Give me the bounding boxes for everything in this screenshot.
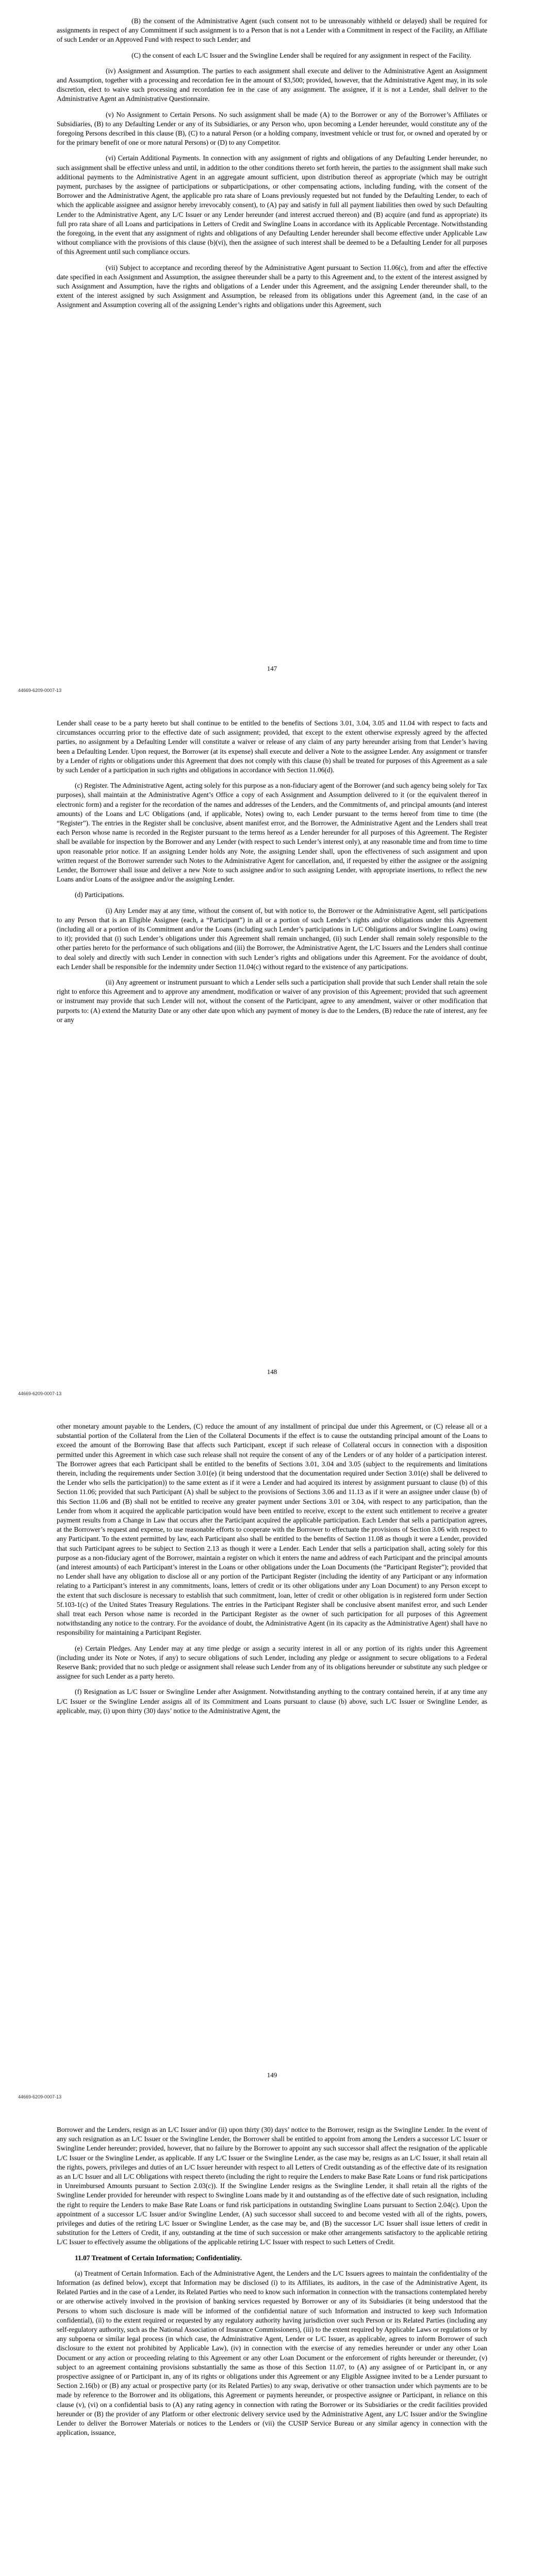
page-150 [0,2110,544,2576]
page-body [57,2125,487,2444]
page-body [57,1422,487,1722]
paragraph: (d) Participations. [75,891,124,899]
paragraph: (iv) Assignment and Assumption. The parties to each assignment shall execute and deliver to the Administrative Agent an Assignment and Assumption, together with a processing and recordation fee in the amount of $3,500; provided, however, that the Administrative Agent may, in its sole discretion, elect to waive such processing and recordation fee in the case of any assignment. The assignee, if it is not a Lender, shall deliver to the Administrative Agent an Administrative Questionnaire. [57,66,487,103]
paragraph: Lender shall cease to be a party hereto but shall continue to be entitled to the benefits of Sections 3.01, 3.04, 3.05 and 11.04 with respect to facts and circumstances occurring prior to the effective date of such assignment; provided, that except to the extent otherwise expressly agreed by the affected parties, no assignment by a Defaulting Lender will constitute a waiver or release of any claim of any party hereunder arising from that Lender’s having been a Defaulting Lender. Upon request, the Borrower (at its expense) shall execute and deliver a Note to the assignee Lender. Any assignment or transfer by a Lender of rights or obligations under this Agreement that does not comply with this clause (b) shall be treated for purposes of this Agreement as a sale by such Lender of a participation in such rights and obligations in accordance with Section 11.06(d). [57,719,487,774]
paragraph: (C) the consent of each L/C Issuer and the Swingline Lender shall be required for any assignment in respect of the Facility. [131,51,471,59]
page-147 [0,0,544,703]
document-id: 44669-6209-0007-13 [18,1391,62,1396]
page-number: 148 [267,1368,277,1376]
page-number: 149 [267,2071,277,2079]
paragraph: (B) the consent of the Administrative Agent (such consent not to be unreasonably withheld or delayed) shall be required for assignments in respect of any Commitment if such assignment is to a Person that is not a Lender with a Commitment in respect of the Facility, an Affiliate of such Lender or an Approved Fund with respect to such Lender; and [57,17,487,44]
paragraph: (f) Resignation as L/C Issuer or Swingline Lender after Assignment. Notwithstanding anything to the contrary contained herein, if at any time any L/C Issuer or the Swingline Lender assigns all of its Commitment and Loans pursuant to clause (b) above, such L/C Issuer or Swingline Lender, as applicable, may, (i) upon thirty (30) days’ notice to the Administrative Agent, the [57,1688,487,1715]
page-148 [0,703,544,1406]
paragraph: (ii) Any agreement or instrument pursuant to which a Lender sells such a participation shall provide that such Lender shall retain the sole right to enforce this Agreement and to approve any amendment, modification or waiver of any provision of this Agreement; provided that such agreement or instrument may provide that such Lender will not, without the consent of the Participant, agree to any amendment, waiver or other modification that purports to: (A) extend the Maturity Date or any other date upon which any payment of money is due to the Lenders, (B) reduce the rate of interest, any fee or any [57,978,487,1024]
paragraph: (a) Treatment of Certain Information. Each of the Administrative Agent, the Lenders and the L/C Issuers agrees to maintain the confidentiality of the Information (as defined below), except that Information may be disclosed (i) to its Affiliates, its auditors, in the case of the Administrative Agent, its Related Parties and in the case of a Lender, its Related Parties who need to know such information in connection with the transactions contemplated hereby or are otherwise actively involved in the provision of banking services requested by Borrower or any of its Subsidiaries (it being understood that the Persons to whom such disclosure is made will be informed of the confidential nature of such Information and instructed to keep such Information confidential), (ii) to the extent required or requested by any regulatory authority having jurisdiction over such Person or its Related Parties (including any self-regulatory authority, such as the National Association of Insurance Commissioners), (iii) to the extent required by Applicable Laws or regulations or by any subpoena or similar legal process (in which case, the Administrative Agent, Lender or L/C Issuer, as applicable, agrees to inform Borrower of such disclosure to the extent not prohibited by Applicable Law), (iv) in connection with the exercise of any remedies hereunder or under any other Loan Document or any action or proceeding relating to this Agreement or any other Loan Document or the enforcement of rights hereunder or thereunder, (v) subject to an agreement containing provisions substantially the same as those of this Section 11.07, to (A) any assignee of or Participant in, or any prospective assignee of or Participant in, any of its rights or obligations under this Agreement or any Eligible Assignee invited to be a Lender pursuant to Section 2.16(b) or (B) any actual or prospective party (or its Related Parties) to any swap, derivative or other transaction under which payments are to be made by reference to the Borrower and its obligations, this Agreement or payments hereunder, or prospective assignee or Participant, in reliance on this clause (v), (vi) on a confidential basis to (A) any rating agency in connection with rating the Borrower or its Subsidiaries or the credit facilities provided hereunder or (B) the provider of any Platform or other electronic delivery service used by the Administrative Agent, any L/C Issuer and/or the Swingline Lender to deliver the Borrower Materials or notices to the Lenders or (vii) the CUSIP Service Bureau or any similar agency in connection with the application, issuance, [57,2269,487,2437]
paragraph: (c) Register. The Administrative Agent, acting solely for this purpose as a non-fiduciary agent of the Borrower (and such agency being solely for Tax purposes), shall maintain at the Administrative Agent’s Office a copy of each Assignment and Assumption delivered to it (or the equivalent thereof in electronic form) and a register for the recordation of the names and addresses of the Lenders, and the Commitments of, and principal amounts (and interest amounts) of the Loans and L/C Obligations (and, if applicable, Notes) owing to, each Lender pursuant to the terms hereof from time to time (the “Register”). The entries in the Register shall be conclusive, absent manifest error, and the Borrower, the Administrative Agent and the Lenders shall treat each Person whose name is recorded in the Register pursuant to the terms hereof as a Lender hereunder for all purposes of this Agreement. The Register shall be available for inspection by the Borrower and any Lender (with respect to such Lender’s interest only), at any reasonable time and from time to time upon reasonable prior notice. If an assigning Lender holds any Note, the assigning Lender shall, upon the effectiveness of such assignment and upon written request of the Borrower surrender such Notes to the Administrative Agent for cancellation, and, if requested by either the assignee or the assigning Lender, the Borrower shall issue and deliver a new Note to such assignee and/or to such assigning Lender, with appropriate insertions, to reflect the new Loans and/or Loans of the assignee and/or the assigning Lender. [57,782,487,884]
paragraph: (vii) Subject to acceptance and recording thereof by the Administrative Agent pursuant to Section 11.06(c), from and after the effective date specified in each Assignment and Assumption, the assignee thereunder shall be a party to this Agreement and, to the extent of the interest assigned by such Assignment and Assumption, have the rights and obligations of a Lender under this Agreement, and the assigning Lender thereunder shall, to the extent of the interest assigned by such Assignment and Assumption, be released from its obligations under this Agreement (and, in the case of an Assignment and Assumption covering all of the assigning Lender’s rights and obligations under this Agreement, such [57,263,487,309]
paragraph: (i) Any Lender may at any time, without the consent of, but with notice to, the Borrower or the Administrative Agent, sell participations to any Person that is an Eligible Assignee (each, a “Participant”) in all or a portion of such Lender’s rights and/or obligations under this Agreement (including all or a portion of its Commitment and/or the Loans (including such Lender’s participations in L/C Obligations and/or Swingline Loans) owing to it); provided that (i) such Lender’s obligations under this Agreement shall remain unchanged, (ii) such Lender shall remain solely responsible to the other parties hereto for the performance of such obligations and (iii) the Borrower, the Administrative Agent, the L/C Issuers and the Lenders shall continue to deal solely and directly with such Lender in connection with such Lender’s rights and obligations under this Agreement. For the avoidance of doubt, each Lender shall be responsible for the indemnity under Section 11.04(c) without regard to the existence of any participations. [57,906,487,971]
paragraph: other monetary amount payable to the Lenders, (C) reduce the amount of any installment of principal due under this Agreement, or (C) release all or a substantial portion of the Collateral from the Lien of the Collateral Documents if the effect is to cause the outstanding principal amount of the Loans to exceed the amount of the Borrowing Base that affects such Participant, except if such release of Collateral occurs in connection with a disposition permitted under this Agreement in which case such release shall not require the consent of any of the Lenders or of any holder of a participation interest. The Borrower agrees that each Participant shall be entitled to the benefits of Sections 3.01, 3.04 and 3.05 (subject to the requirements and limitations therein, including the requirements under Section 3.01(e) (it being understood that the documentation required under Section 3.01(e) shall be delivered to the Lender who sells the participation)) to the same extent as if it were a Lender and had acquired its interest by assignment pursuant to clause (b) of this Section 11.06; provided that such Participant (A) shall be subject to the provisions of Sections 3.06 and 11.13 as if it were an assignee under clause (b) of this Section 11.06 and (B) shall not be entitled to receive any greater payment under Sections 3.01 or 3.04, with respect to any participation, than the Lender from whom it acquired the applicable participation would have been entitled to receive, except to the extent such entitlement to receive a greater payment results from a Change in Law that occurs after the Participant acquired the applicable participation. Each Lender that sells a participation agrees, at the Borrower’s request and expense, to use reasonable efforts to cooperate with the Borrower to effectuate the provisions of Section 3.06 with respect to any Participant. To the extent permitted by law, each Participant also shall be entitled to the benefits of Section 11.08 as though it were a Lender, provided that such Participant agrees to be subject to Section 2.13 as though it were a Lender. Each Lender that sells a participation shall, acting solely for this purpose as a non-fiduciary agent of the Borrower, maintain a register on which it enters the name and address of each Participant and the principal amounts (and interest amounts) of each Participant’s interest in the Loans or other obligations under the Loan Documents (the “Participant Register”); provided that no Lender shall have any obligation to disclose all or any portion of the Participant Register (including the identity of any Participant or any information relating to a Participant’s interest in any commitments, loans, letters of credit or its other obligations under any Loan Document) to any Person except to the extent that such disclosure is necessary to establish that such commitment, loan, letter of credit or other obligation is in registered form under Section 5f.103-1(c) of the United States Treasury Regulations. The entries in the Participant Register shall be conclusive absent manifest error, and such Lender shall treat each Person whose name is recorded in the Participant Register as the owner of such participation for all purposes of this Agreement notwithstanding any notice to the contrary. For the avoidance of doubt, the Administrative Agent (in its capacity as the Administrative Agent) shall have no responsibility for maintaining a Participant Register. [57,1422,487,1637]
paragraph: (v) No Assignment to Certain Persons. No such assignment shall be made (A) to the Borrower or any of the Borrower’s Affiliates or Subsidiaries, (B) to any Defaulting Lender or any of its Subsidiaries, or any Person who, upon becoming a Lender hereunder, would constitute any of the foregoing Persons described in this clause (B), (C) to a natural Person (or a holding company, investment vehicle or trust for, or owned and operated by or for the primary benefit of one or more natural Persons) or (D) to any Competitor. [57,110,487,147]
page-number: 147 [267,665,277,672]
page-149 [0,1406,544,2110]
document-id: 44669-6209-0007-13 [18,2094,62,2099]
page-body [57,16,487,316]
paragraph: (vi) Certain Additional Payments. In connection with any assignment of rights and obligations of any Defaulting Lender hereunder, no such assignment shall be effective unless and until, in addition to the other conditions thereto set forth herein, the parties to the assignment shall make such additional payments to the Administrative Agent in an aggregate amount sufficient, upon distribution thereof as appropriate (which may be outright payment, purchases by the assignee of participations or subparticipations, or other compensating actions, including funding, with the consent of the Borrower and the Administrative Agent, the applicable pro rata share of Loans previously requested but not funded by the Defaulting Lender, to each of which the applicable assignee and assignor hereby irrevocably consent), to (A) pay and satisfy in full all payment liabilities then owed by such Defaulting Lender to the Administrative Agent, any L/C Issuer or any Lender hereunder (and interest accrued thereon) and (B) acquire (and fund as appropriate) its full pro rata share of all Loans and participations in Letters of Credit and Swingline Loans in accordance with its Applicable Percentage. Notwithstanding the foregoing, in the event that any assignment of rights and obligations of any Defaulting Lender hereunder shall become effective under Applicable Law without compliance with the provisions of this clause (b)(vi), then the assignee of such interest shall be deemed to be a Defaulting Lender for all purposes of this Agreement until such compliance occurs. [57,154,487,256]
paragraph: (e) Certain Pledges. Any Lender may at any time pledge or assign a security interest in all or any portion of its rights under this Agreement (including under its Note or Notes, if any) to secure obligations of such Lender, including any pledge or assignment to secure obligations to a Federal Reserve Bank; provided that no such pledge or assignment shall release such Lender from any of its obligations hereunder or substitute any such pledgee or assignee for such Lender as a party hereto. [57,1644,487,1681]
section-heading: 11.07 Treatment of Certain Information; Confidentiality. [75,2253,242,2262]
paragraph: Borrower and the Lenders, resign as an L/C Issuer and/or (ii) upon thirty (30) days’ notice to the Borrower, resign as the Swingline Lender. In the event of any such resignation as an L/C Issuer or the Swingline Lender, the Borrower shall be entitled to appoint from among the Lenders a successor L/C Issuer or Swingline Lender hereunder; provided, however, that no failure by the Borrower to appoint any such successor shall affect the resignation of the applicable L/C Issuer or the Swingline Lender, as applicable. If any L/C Issuer or the Swingline Lender, as the case may be, resigns as an L/C Issuer, it shall retain all the rights, powers, privileges and duties of an L/C Issuer hereunder with respect to all Letters of Credit outstanding as of the effective date of its resignation as an L/C Issuer and all L/C Obligations with respect thereto (including the right to require the Lenders to make Base Rate Loans or fund risk participations in Unreimbursed Amounts pursuant to Section 2.03(c)). If the Swingline Lender resigns as the Swingline Lender, it shall retain all the rights of the Swingline Lender provided for hereunder with respect to Swingline Loans made by it and outstanding as of the effective date of such resignation, including the right to require the Lenders to make Base Rate Loans or fund risk participations in outstanding Swingline Loans pursuant to Section 2.04(c). Upon the appointment of a successor L/C Issuer and/or Swingline Lender, (A) such successor shall succeed to and become vested with all of the rights, powers, privileges and duties of the retiring L/C Issuer or Swingline Lender, as the case may be, and (B) the successor L/C Issuer shall issue letters of credit in substitution for the Letters of Credit, if any, outstanding at the time of such succession or make other arrangements satisfactory to the applicable retiring L/C Issuer to effectively assume the obligations of the applicable retiring L/C Issuer with respect to such Letters of Credit. [57,2126,487,2246]
document-id: 44669-6209-0007-13 [18,688,62,693]
page-body [57,719,487,1031]
